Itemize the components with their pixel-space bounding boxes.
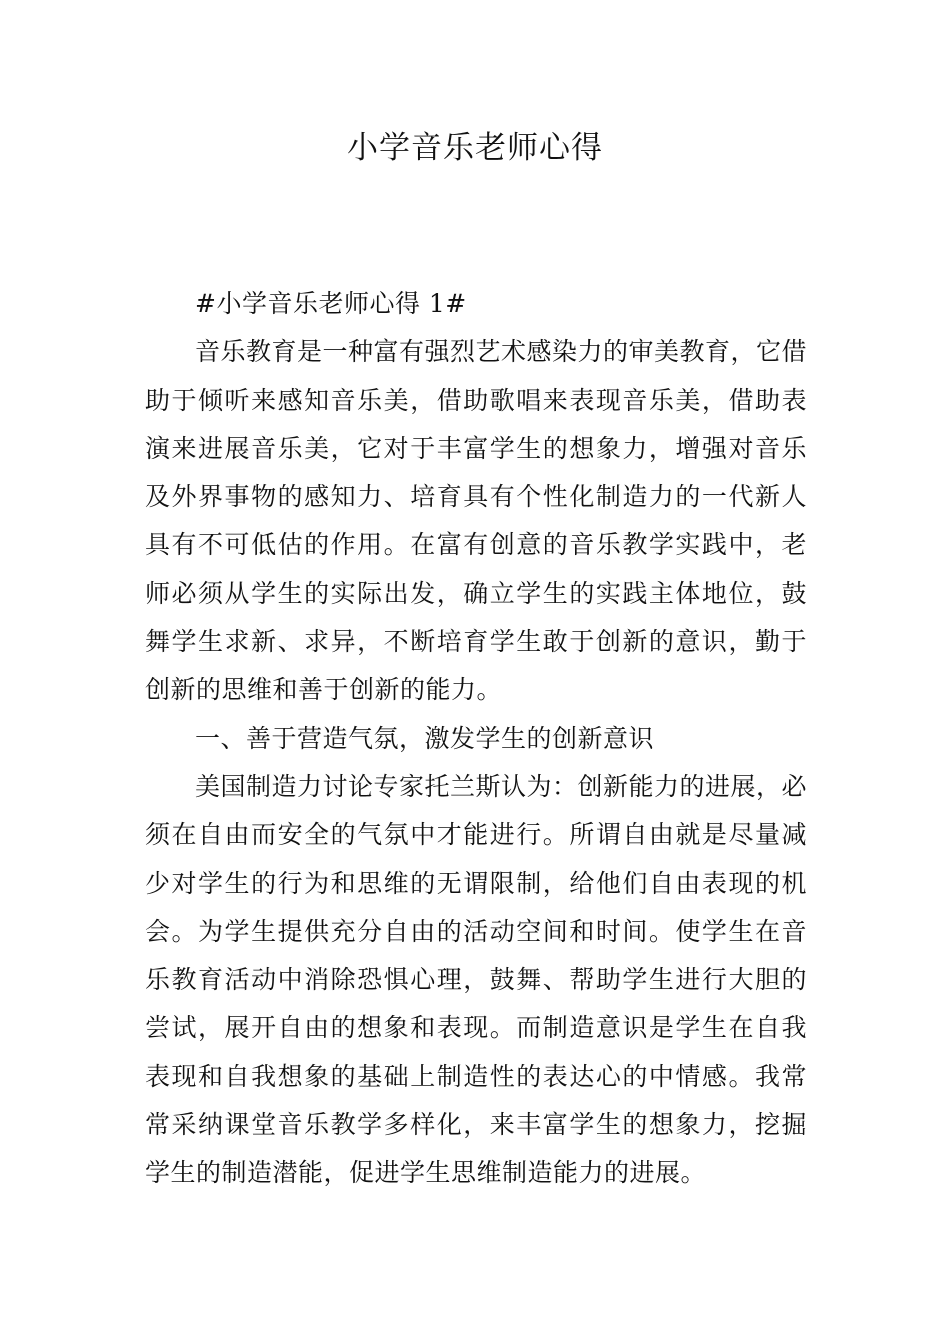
- paragraph-intro: 音乐教育是一种富有强烈艺术感染力的审美教育，它借助于倾听来感知音乐美，借助歌唱来表现音乐美，借助表演来进展音乐美，它对于丰富学生的想象力，增强对音乐及外界事物的感知力、培育具有个性化制造力的一代新人具有不可低估的作用。在富有创意的音乐教学实践中，老师必须从学生的实际出发，确立学生的实践主体地位，鼓舞学生求新、求异，不断培育学生敢于创新的意识，勤于创新的思维和善于创新的能力。: [145, 337, 808, 705]
- document-body: [145, 280, 807, 1198]
- paragraph-torrance: 美国制造力讨论专家托兰斯认为：创新能力的进展，必须在自由而安全的气氛中才能进行。所谓自由就是尽量减少对学生的行为和思维的无谓限制，给他们自由表现的机会。为学生提供充分自由的活动空间和时间。使学生在音乐教育活动中消除恐惧心理，鼓舞、帮助学生进行大胆的尝试，展开自由的想象和表现。而制造意识是学生在自我表现和自我想象的基础上制造性的表达心的中情感。我常常采纳课堂音乐教学多样化，来丰富学生的想象力，挖掘学生的制造潜能，促进学生思维制造能力的进展。: [145, 771, 808, 1188]
- document-title: 小学音乐老师心得: [347, 130, 603, 166]
- section-heading-atmosphere: 一、善于营造气氛，激发学生的创新意识: [195, 723, 655, 753]
- section-heading-1: #小学音乐老师心得 1#: [195, 289, 467, 318]
